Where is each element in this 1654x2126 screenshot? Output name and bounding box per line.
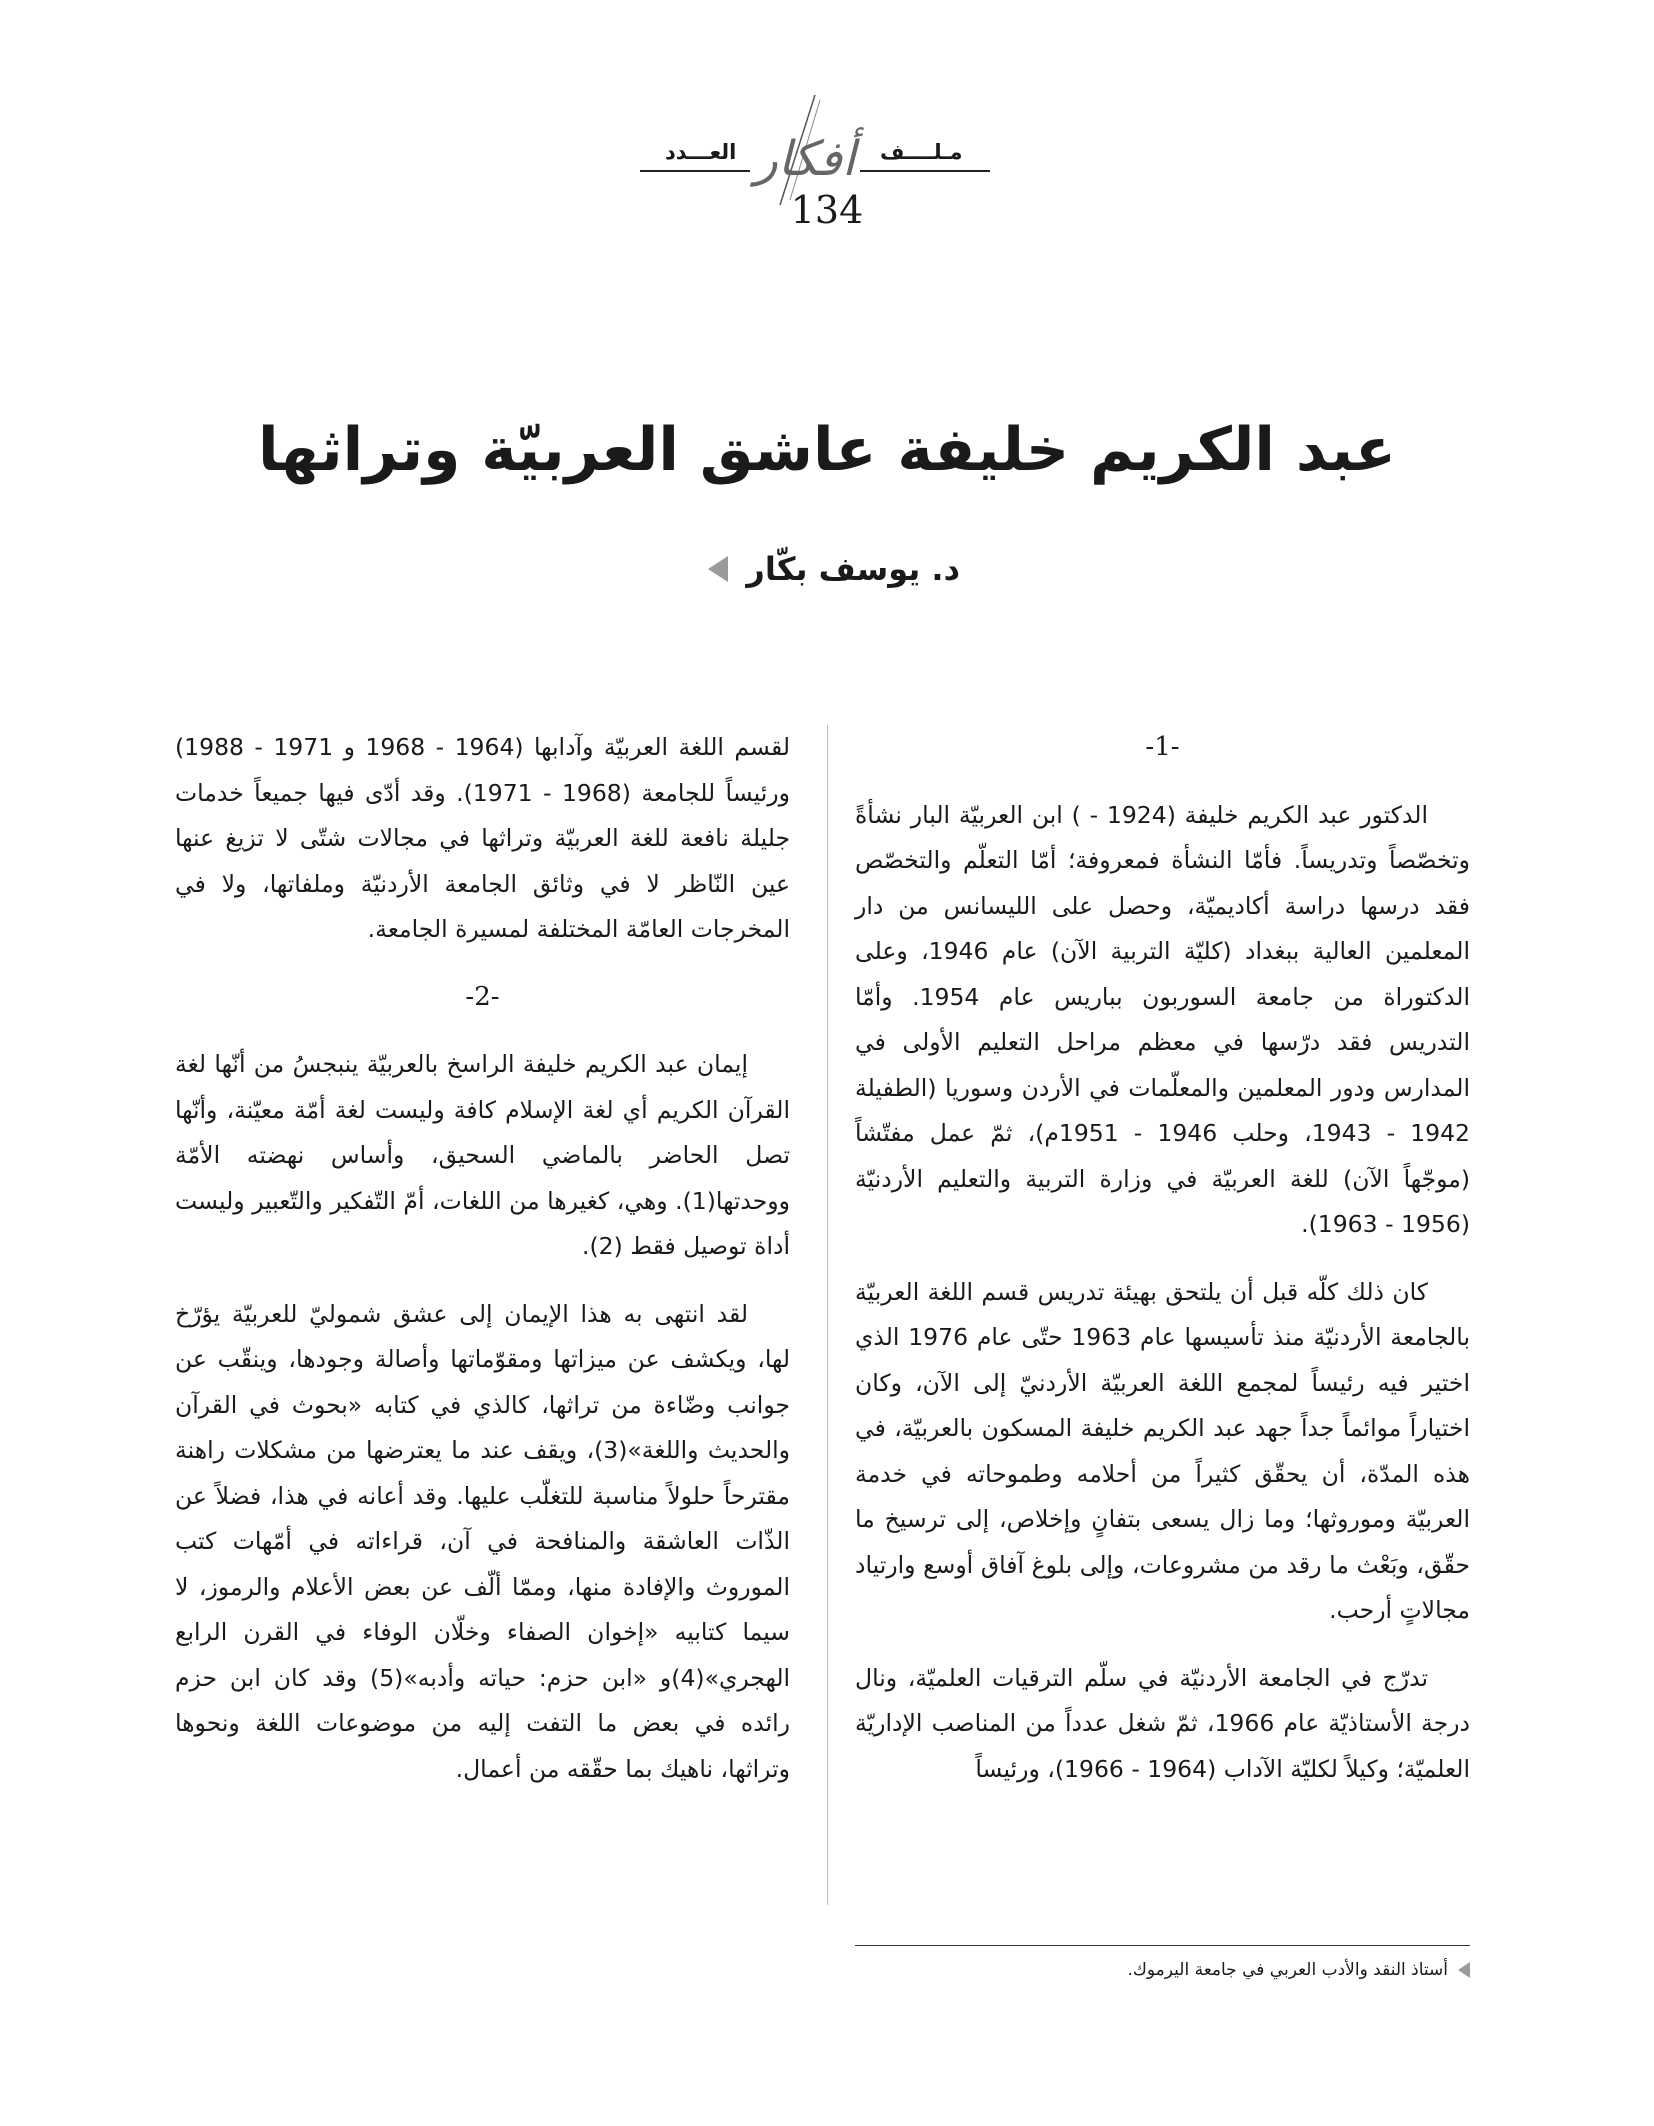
paragraph: لقسم اللغة العربيّة وآدابها (1964 - 1968 و 1971 - 1988) ورئيساً للجامعة (1968 - 1971). وقد أدّى فيها جميعاً خدمات جليلة نافعة للغة العربيّة وتراثها في مجالات شتّى لا تزيغ عنها عين النّاظر لا في وثائق الجامعة الأردنيّة وملفاتها، ولا في المخرجات العامّة المختلفة لمسيرة الجامعة. <box>175 733 791 943</box>
header-issue-label: العـــدد <box>665 140 737 164</box>
paragraph: إيمان عبد الكريم خليفة الراسخ بالعربيّة ينبجسُ من أنّها لغة القرآن الكريم أي لغة الإسلام كافة وليست لغة أمّة معيّنة، وأنّها تصل الحاضر بالماضي السحيق، وأساس نهضته الأمّة ووحدتها(1). وهي، كغيرها من اللغات، أمّ التّفكير والتّعبير وليست أداة توصيل فقط (2). <box>175 1050 790 1260</box>
left-column <box>175 725 790 1814</box>
footnote <box>855 1960 1470 1980</box>
page-header <box>0 90 1654 240</box>
footnote-triangle-icon <box>1458 1962 1470 1978</box>
right-column <box>855 725 1470 1814</box>
byline-triangle-icon <box>708 556 728 582</box>
page-number: 134 <box>790 188 864 232</box>
section-number-2: -2- <box>465 981 500 1012</box>
author-name: د. يوسف بكّار <box>746 550 960 588</box>
paragraph: لقد انتهى به هذا الإيمان إلى عشق شموليّ للعربيّة يؤرّخ لها، ويكشف عن ميزاتها ومقوّماتها وأصالة وجودها، وينقّب عن جوانب وضّاءة من تراثها، كالذي في كتابه «بحوث في القرآن والحديث واللغة»(3)، ويقف عند ما يعترضها من مشكلات راهنة مقترحاً حلولاً مناسبة للتغلّب عليها. وقد أعانه في هذا، فضلاً عن الذّات العاشقة والمنافحة في آن، قراءاته في أمّهات كتب الموروث والإفادة منها، وممّا ألّف عن بعض الأعلام والرموز، لا سيما كتابيه «إخوان الصفاء وخلّان الوفاء في القرن الرابع الهجري»(4)و «ابن حزم: حياته وأدبه»(5) وقد كان ابن حزم رائده في بعض ما التفت إليه من موضوعات اللغة ونحوها وتراثها، ناهيك بما حقّقه من أعمال. <box>175 1299 791 1783</box>
paragraph: تدرّج في الجامعة الأردنيّة في سلّم الترقيات العلميّة، ونال درجة الأستاذيّة عام 1966، ثمّ شغل عدداً من المناصب الإداريّة العلميّة؛ وكيلاً لكليّة الآداب (1964 - 1966)، ورئيساً <box>855 1663 1470 1783</box>
header-file-label: مـلــــف <box>880 140 963 164</box>
column-divider <box>827 725 828 1905</box>
paragraph: كان ذلك كلّه قبل أن يلتحق بهيئة تدريس قسم اللغة العربيّة بالجامعة الأردنيّة منذ تأسيسها عام 1963 حتّى عام 1976 الذي اختير فيه رئيساً لمجمع اللغة العربيّة الأردنيّ إلى الآن، وكان اختياراً موائماً جداً جهد عبد الكريم خليفة المسكون بالعربيّة، في هذه المدّة، أن يحقّق كثيراً من أحلامه وطموحاته في خدمة العربيّة وموروثها؛ وما زال يسعى بتفانٍ وإخلاص، إلى ترسيخ ما حقّق، وبَعْث ما رقد من مشروعات، وإلى بلوغ آفاق أوسع وارتياد مجالاتٍ أرحب. <box>855 1277 1470 1624</box>
footnote-text: أستاذ النقد والأدب العربي في جامعة اليرموك. <box>1127 1960 1448 1980</box>
logo-text: أفكار <box>754 131 856 187</box>
article-title: عبد الكريم خليفة عاشق العربيّة وتراثها <box>258 415 1396 485</box>
paragraph: الدكتور عبد الكريم خليفة (1924 - ) ابن العربيّة البار نشأةً وتخصّصاً وتدريساً. فأمّا النشأة فمعروفة؛ أمّا التعلّم والتخصّص فقد درسها دراسة أكاديميّة، وحصل على الليسانس من دار المعلمين العالية ببغداد (كليّة التربية الآن) عام 1946، وعلى الدكتوراة من جامعة السوربون بباريس عام 1954. وأمّا التدريس فقد درّسها في معظم مراحل التعليم الأولى في المدارس ودور المعلمين والمعلّمات في الأردن وسوريا (الطفيلة 1942 - 1943، وحلب 1946 - 1951م)، ثمّ عمل مفتّشاً (موجّهاً الآن) للغة العربيّة في وزارة التربية والتعليم الأردنيّة (1956 - 1963). <box>855 800 1471 1238</box>
section-number-1: -1- <box>1145 732 1180 762</box>
footnote-rule <box>855 1945 1470 1946</box>
